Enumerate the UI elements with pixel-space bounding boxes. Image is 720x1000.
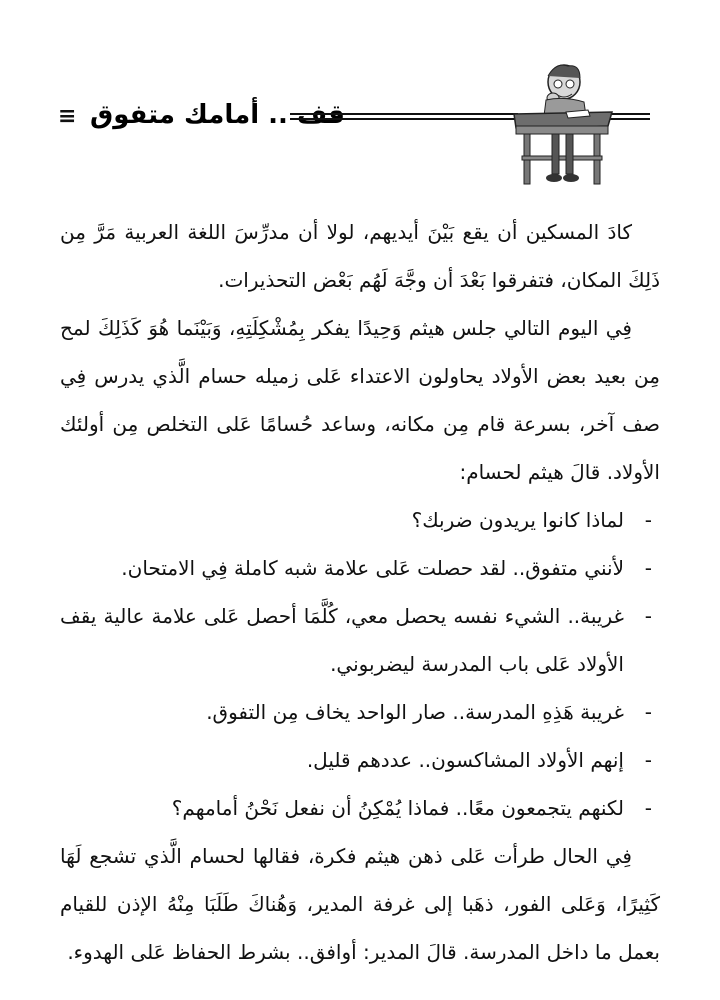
student-at-desk-illustration	[508, 60, 618, 190]
dash-marker: -	[644, 796, 652, 820]
paragraph-3: فِي الحال طرأت عَلى ذهن هيثم فكرة، فقالها لحسام الَّذي تشجع لَهَا كَثِيرًا، وَعَلى الفور، ذهَبا إلى غرفة المدير، وَهُناكَ طَلَبَا مِنْهُ الإذن للقيام بعمل ما داخل المدرسة. قالَ المدير: أوافق.. بشرط الحفاظ عَلى الهدوء.	[60, 844, 660, 964]
dialogue-list	[60, 496, 660, 832]
dialogue-line: - لماذا كانوا يريدون ضربك؟	[60, 496, 660, 544]
paragraph-1: كادَ المسكين أن يقع بَيْنَ أيديهم، لولا أن مدرِّسَ اللغة العربية مَرَّ مِن ذَلِكَ المكان، فتفرقوا بَعْدَ أن وجَّهَ لَهُم بَعْض التحذيرات.	[60, 220, 660, 292]
dialogue-line: - إنهم الأولاد المشاكسون.. عددهم قليل.	[60, 736, 660, 784]
page-title: قف .. أمامك متفوق	[90, 100, 345, 130]
header-divider-line	[290, 113, 518, 120]
dash-marker: -	[644, 556, 652, 580]
paragraph-2: فِي اليوم التالي جلس هيثم وَحِيدًا يفكر بِمُشْكِلَتِهِ، وَبَيْنَما هُوَ كَذَلِكَ لمح مِن بعيد بعض الأولاد يحاولون الاعتداء عَلى زميله حسام الَّذي يدرس فِي صف آخر، بسرعة قام مِن مكانه، وساعد حُسامًا عَلى التخلص مِن أولئك الأولاد. قالَ هيثم لحسام:	[60, 316, 660, 484]
dash-marker: -	[644, 700, 652, 724]
dialogue-line: - لأنني متفوق.. لقد حصلت عَلى علامة شبه كاملة فِي الامتحان.	[60, 544, 660, 592]
dash-marker: -	[644, 748, 652, 772]
dash-marker: -	[644, 604, 652, 628]
dialogue-line: - غريبة.. الشيء نفسه يحصل معي، كُلَّمَا أحصل عَلى علامة عالية يقف الأولاد عَلى باب المدرسة ليضربوني.	[60, 592, 660, 688]
dialogue-line: - غريبة هَذِهِ المدرسة.. صار الواحد يخاف مِن التفوق.	[60, 688, 660, 736]
story-text	[60, 208, 660, 976]
left-bar-symbol: ≡	[58, 104, 77, 129]
dialogue-line: - لكنهم يتجمعون معًا.. فماذا يُمْكِنُ أن نفعل نَحْنُ أمامهم؟	[60, 784, 660, 832]
dash-marker: -	[644, 508, 652, 532]
